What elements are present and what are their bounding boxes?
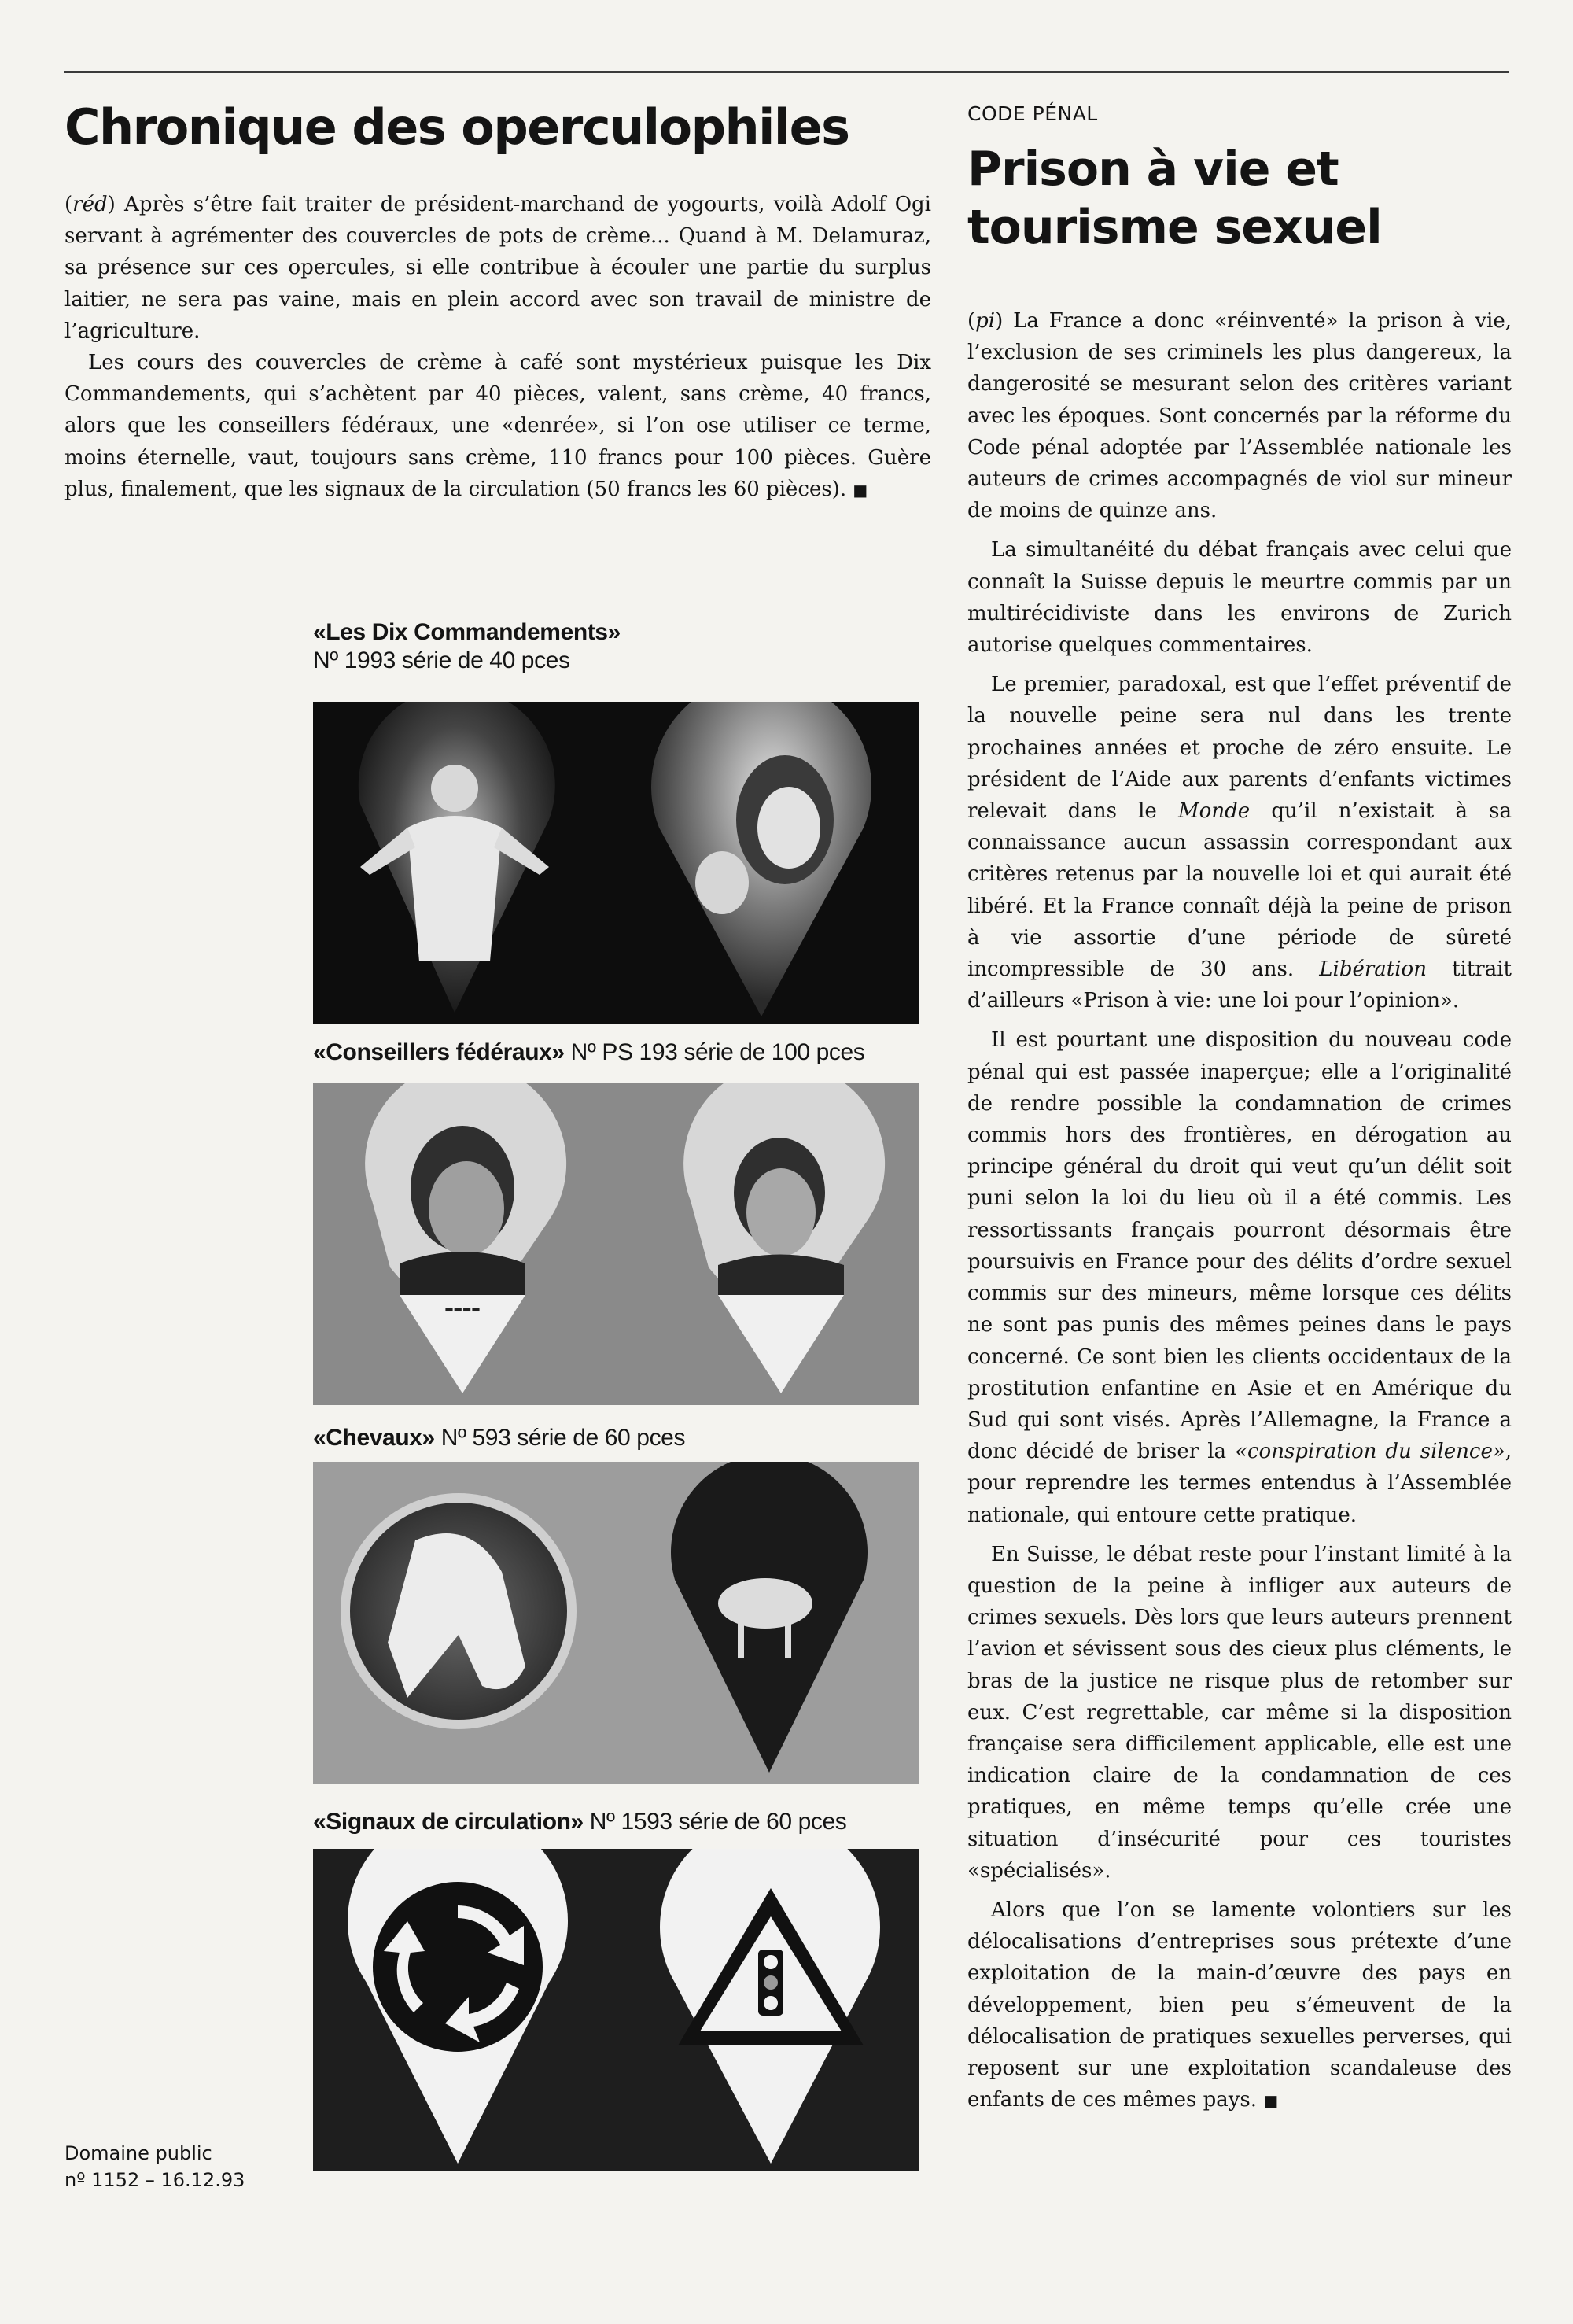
left-article-paragraph-1: (réd) Après s’être fait traiter de président-marchand de yogourts, voilà Adolf Ogi servant à agrémenter des couvercles de pots de crème... Quand à M. Delamuraz, sa présence sur ces opercules, si elle contribue à écouler une partie du surplus laitier, ne sera pas vaine, mais en plein accord avec son travail de ministre de l’agriculture. — [64, 193, 931, 343]
photo-chevaux — [313, 1462, 919, 1784]
publication-issue: nº 1152 – 16.12.93 — [64, 2169, 245, 2191]
caption-dix-commandements: «Les Dix Commandements» Nº 1993 série de 40 pces — [313, 619, 621, 673]
left-article-title: Chronique des operculophiles — [64, 98, 849, 156]
end-mark: ■ — [853, 480, 868, 500]
right-article-paragraph-4: Il est pourtant une disposition du nouveau code pénal qui est passée inaperçue; elle a l’originalité de rendre possible la condamnation de crimes commis hors des frontières, en dérogation au principe général du droit qui veut qu’un délit soit puni selon la loi du lieu où il a été commis. Les ressortissants français pourront désormais être poursuivis en France pour des délits d’ordre sexuel commis sur des mineurs, même lorsque ces délits ne sont pas punis des mêmes peines dans le pays concerné. Ce sont bien les clients occidentaux de la prostitution enfantine en Asie et en Amérique du Sud qui sont visés. Après l’Allemagne, la France a donc décidé de briser la «conspiration du silence», pour reprendre les termes entendus à l’Assemblée nationale, qui entoure cette pratique. — [967, 1028, 1512, 1527]
top-rule — [64, 71, 1509, 73]
section-kicker: CODE PÉNAL — [967, 102, 1098, 125]
left-article-body — [64, 189, 931, 506]
photo-signaux-circulation — [313, 1849, 919, 2171]
right-article-title: Prison à vie et tourisme sexuel — [967, 142, 1382, 255]
right-article-paragraph-3: Le premier, paradoxal, est que l’effet préventif de la nouvelle peine sera nul dans les trente prochaines années et proche de zéro ensuite. Le président de l’Aide aux parents d’enfants victimes relevait dans le Monde qu’il n’existait à sa connaissance aucun assassin correspondant aux critères retenus par la nouvelle loi et qui aurait été libéré. Et la France connaît déjà la peine de prison à vie assortie d’une période de sûreté incompressible de 30 ans. Libération titrait d’ailleurs «Prison à vie: une loi pour l’opinion». — [967, 673, 1512, 1013]
end-mark: ■ — [1263, 2091, 1279, 2111]
author-tag: réd — [72, 193, 108, 216]
publication-name: Domaine public — [64, 2142, 212, 2164]
svg-text:▬▬▬▬: ▬▬▬▬ — [444, 1304, 481, 1315]
author-tag: pi — [975, 309, 996, 333]
right-article-paragraph-6: Alors que l’on se lamente volontiers sur les délocalisations d’entreprises sous prétexte d’une exploitation de la main-d’œuvre des pays en développement, bien peu s’émeuvent de la délocalisation de pratiques sexuelles perverses, qui reposent sur une exploitation scandaleuse des enfants de ces mêmes pays. ■ — [967, 1898, 1512, 2112]
photo-dix-commandements — [313, 702, 919, 1024]
right-article-paragraph-5: En Suisse, le débat reste pour l’instant limité à la question de la peine à infliger aux auteurs de crimes sexuels. Dès lors que leurs auteurs prennent l’avion et sévissent sous des cieux plus cléments, le bras de la justice ne risque plus de retomber sur eux. C’est regrettable, car même si la disposition française sera difficilement applicable, elle est une indication claire de la condamnation de ces pratiques, en même temps qu’elle crée une situation d’insécurité pour ces touristes «spécialisés». — [967, 1542, 1512, 1883]
caption-conseillers-federaux: «Conseillers fédéraux» Nº PS 193 série de 100 pces — [313, 1039, 865, 1065]
photo-conseillers-federaux — [313, 1083, 919, 1405]
caption-chevaux: «Chevaux» Nº 593 série de 60 pces — [313, 1425, 686, 1451]
right-article-body — [967, 305, 1512, 2116]
publication-footer — [64, 2140, 245, 2193]
left-article-paragraph-2: Les cours des couvercles de crème à café sont mystérieux puisque les Dix Commandements, qui s’achètent par 40 pièces, valent, sans crème, 40 francs, alors que les conseillers fédéraux, une «denrée», si l’on ose utiliser ce terme, moins éternelle, vaut, toujours sans crème, 110 francs pour 100 pièces. Guère plus, finalement, que les signaux de la circulation (50 francs les 60 pièces). ■ — [64, 351, 931, 501]
right-article-paragraph-2: La simultanéité du débat français avec celui que connaît la Suisse depuis le meurtre commis par un multirécidiviste dans les environs de Zurich autorise quelques commentaires. — [967, 538, 1512, 658]
caption-signaux-circulation: «Signaux de circulation» Nº 1593 série de 60 pces — [313, 1809, 847, 1835]
right-article-paragraph-1: (pi) La France a donc «réinventé» la prison à vie, l’exclusion de ses criminels les plus dangereux, la dangerosité se mesurant selon des critères variant avec les époques. Sont concernés par la réforme du Code pénal adoptée par l’Assemblée nationale les auteurs de crimes accompagnés de viol sur mineur de moins de quinze ans. — [967, 309, 1512, 523]
